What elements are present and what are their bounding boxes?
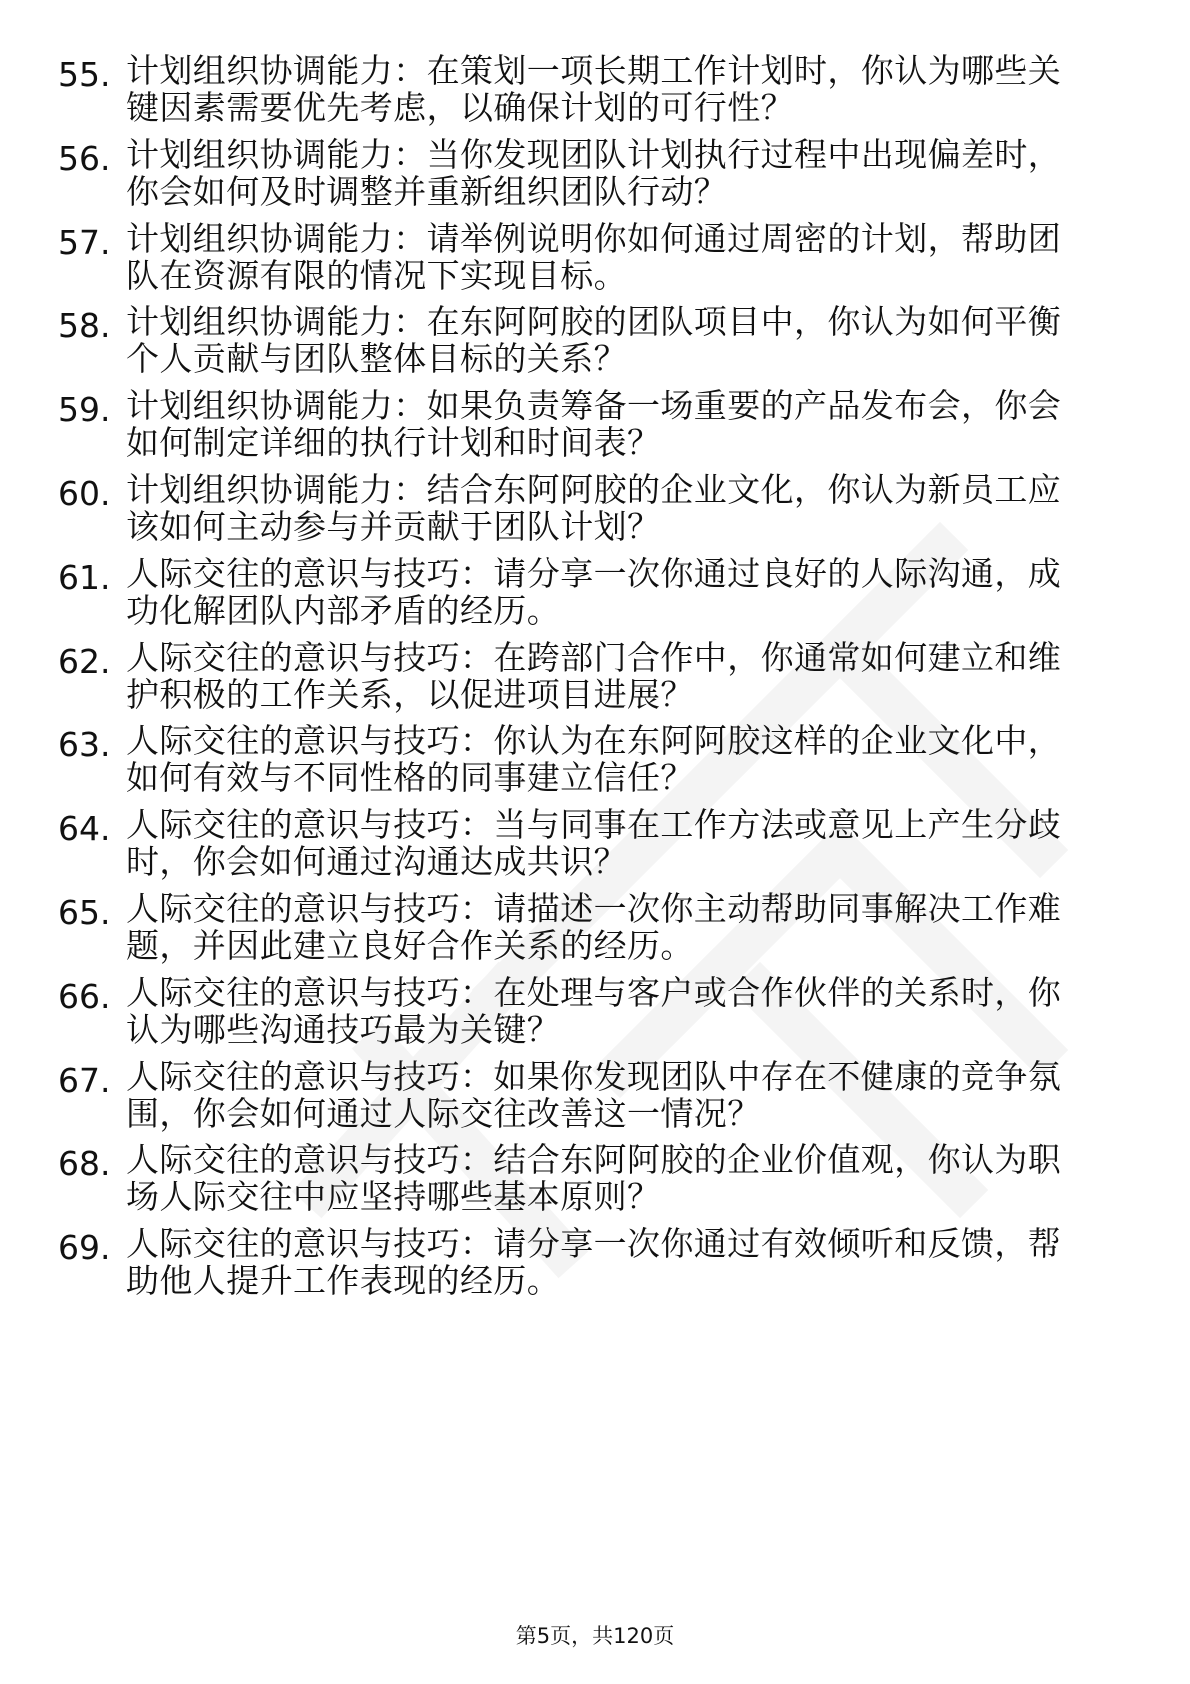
- question-item: [58, 220, 1118, 304]
- question-text: [126, 52, 1184, 126]
- question-number: 55.: [58, 55, 111, 94]
- question-text-line: 个人贡献与团队整体目标的关系？: [126, 339, 627, 379]
- question-text-line: 人际交往的意识与技巧：结合东阿阿胶的企业价值观，你认为职: [126, 1140, 1062, 1180]
- question-text-line: 计划组织协调能力：结合东阿阿胶的企业文化，你认为新员工应: [126, 469, 1062, 509]
- question-text-line: 时，你会如何通过沟通达成共识？: [126, 842, 627, 882]
- question-text-line: 助他人提升工作表现的经历。: [126, 1261, 561, 1301]
- question-number: 63.: [58, 725, 111, 765]
- question-text-line: 你会如何及时调整并重新组织团队行动？: [126, 171, 728, 211]
- question-text-line: 认为哪些沟通技巧最为关键？: [126, 1009, 561, 1049]
- question-text-line: 人际交往的意识与技巧：请描述一次你主动帮助同事解决工作难: [126, 888, 1062, 928]
- question-text-line: 如何有效与不同性格的同事建立信任？: [126, 758, 694, 798]
- question-item: [58, 890, 1118, 974]
- question-text-line: 人际交往的意识与技巧：在跨部门合作中，你通常如何建立和维: [126, 637, 1062, 677]
- question-number: 61.: [58, 557, 111, 597]
- question-item: [58, 1141, 1118, 1225]
- question-number: 66.: [58, 976, 111, 1016]
- question-text: [126, 722, 1184, 796]
- question-number: 58.: [58, 306, 111, 346]
- question-text-line: 人际交往的意识与技巧：你认为在东阿阿胶这样的企业文化中，: [126, 721, 1062, 761]
- question-text-line: 计划组织协调能力：在策划一项长期工作计划时，你认为哪些关: [126, 51, 1062, 90]
- question-item: [58, 555, 1118, 639]
- question-item: [58, 136, 1118, 220]
- question-text: [126, 136, 1184, 210]
- question-item: [58, 639, 1118, 723]
- question-text-line: 人际交往的意识与技巧：请分享一次你通过良好的人际沟通，成: [126, 553, 1062, 593]
- question-text-line: 该如何主动参与并贡献于团队计划？: [126, 506, 661, 546]
- question-text: [126, 555, 1184, 629]
- question-item: [58, 722, 1118, 806]
- question-text-line: 围，你会如何通过人际交往改善这一情况？: [126, 1093, 761, 1133]
- question-item: [58, 471, 1118, 555]
- question-text: [126, 220, 1184, 294]
- question-text-line: 队在资源有限的情况下实现目标。: [126, 255, 627, 295]
- question-text-line: 人际交往的意识与技巧：当与同事在工作方法或意见上产生分歧: [126, 805, 1062, 845]
- question-text-line: 键因素需要优先考虑，以确保计划的可行性？: [126, 88, 794, 127]
- question-text: [126, 471, 1184, 545]
- question-number: 59.: [58, 390, 111, 430]
- question-item: [58, 52, 1118, 136]
- question-text-line: 计划组织协调能力：如果负责筹备一场重要的产品发布会，你会: [126, 386, 1062, 426]
- question-text: [126, 303, 1184, 377]
- question-number: 65.: [58, 892, 111, 932]
- question-text-line: 题，并因此建立良好合作关系的经历。: [126, 925, 694, 965]
- question-number: 69.: [58, 1228, 111, 1268]
- question-text-line: 计划组织协调能力：请举例说明你如何通过周密的计划，帮助团: [126, 218, 1062, 258]
- question-text-line: 计划组织协调能力：当你发现团队计划执行过程中出现偏差时，: [126, 134, 1062, 174]
- question-text: [126, 1225, 1184, 1299]
- question-text-line: 人际交往的意识与技巧：请分享一次你通过有效倾听和反馈，帮: [126, 1224, 1062, 1264]
- question-text-line: 人际交往的意识与技巧：在处理与客户或合作伙伴的关系时，你: [126, 972, 1062, 1012]
- page-footer: 第5页，共120页: [515, 1624, 675, 1648]
- question-text-line: 功化解团队内部矛盾的经历。: [126, 590, 561, 630]
- question-text: [126, 974, 1184, 1048]
- question-text-line: 计划组织协调能力：在东阿阿胶的团队项目中，你认为如何平衡: [126, 302, 1062, 342]
- question-text-line: 场人际交往中应坚持哪些基本原则？: [126, 1177, 661, 1217]
- question-item: [58, 974, 1118, 1058]
- question-number: 62.: [58, 641, 111, 681]
- question-number: 64.: [58, 809, 111, 849]
- question-number: 68.: [58, 1144, 111, 1184]
- question-text: [126, 387, 1184, 461]
- question-number: 56.: [58, 138, 111, 178]
- question-item: [58, 1058, 1118, 1142]
- question-list: [58, 52, 1118, 1309]
- question-item: [58, 806, 1118, 890]
- question-text: [126, 806, 1184, 880]
- question-number: 57.: [58, 222, 111, 262]
- question-text-line: 人际交往的意识与技巧：如果你发现团队中存在不健康的竞争氛: [126, 1056, 1062, 1096]
- question-text-line: 护积极的工作关系，以促进项目进展？: [126, 674, 694, 714]
- question-text-line: 如何制定详细的执行计划和时间表？: [126, 423, 661, 463]
- question-text: [126, 890, 1184, 964]
- question-item: [58, 387, 1118, 471]
- question-number: 60.: [58, 473, 111, 513]
- question-text: [126, 1141, 1184, 1215]
- question-item: [58, 1225, 1118, 1309]
- question-text: [126, 639, 1184, 713]
- question-text: [126, 1058, 1184, 1132]
- question-item: [58, 303, 1118, 387]
- question-number: 67.: [58, 1060, 111, 1100]
